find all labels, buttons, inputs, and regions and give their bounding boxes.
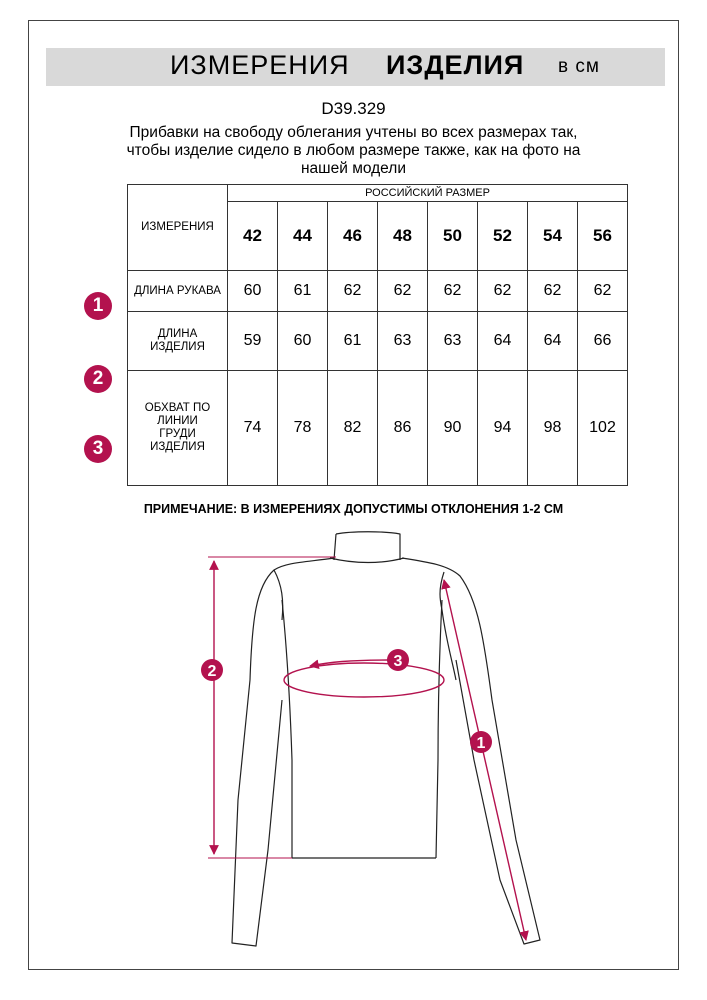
collar-outline bbox=[336, 532, 400, 560]
collar-seam bbox=[330, 558, 404, 563]
table-cell: 74 bbox=[228, 370, 278, 485]
diagram-marker-2: 2 bbox=[207, 663, 217, 680]
table-cell: 62 bbox=[428, 271, 478, 312]
title-product: ИЗДЕЛИЯ bbox=[386, 50, 525, 80]
product-code: D39.329 bbox=[321, 99, 386, 118]
table-cell: 60 bbox=[278, 312, 328, 371]
table-cell: 62 bbox=[478, 271, 528, 312]
table-cell: 66 bbox=[578, 312, 628, 371]
collar-left bbox=[334, 534, 336, 560]
table-cell: 78 bbox=[278, 370, 328, 485]
table-cell: 64 bbox=[478, 312, 528, 371]
table-cell: 61 bbox=[328, 312, 378, 371]
marker-3-badge: 3 bbox=[84, 435, 112, 463]
size-header: 54 bbox=[528, 202, 578, 271]
table-cell: 59 bbox=[228, 312, 278, 371]
right-sleeve-outline bbox=[402, 558, 540, 944]
size-header: 44 bbox=[278, 202, 328, 271]
table-cell: 86 bbox=[378, 370, 428, 485]
table-cell: 63 bbox=[378, 312, 428, 371]
row-label-sleeve-length: ДЛИНА РУКАВА bbox=[128, 271, 228, 312]
table-cell: 94 bbox=[478, 370, 528, 485]
table-cell: 63 bbox=[428, 312, 478, 371]
row-label-text: ДЛИНА ИЗДЕЛИЯ bbox=[150, 328, 205, 354]
table-cell: 61 bbox=[278, 271, 328, 312]
tolerance-footnote: ПРИМЕЧАНИЕ: В ИЗМЕРЕНИЯХ ДОПУСТИМЫ ОТКЛОНЕНИЯ 1-2 СМ bbox=[143, 502, 564, 516]
body-right-side bbox=[436, 600, 442, 858]
fit-note: Прибавки на свободу облегания учтены во всех размерах так, чтобы изделие сидело в любом размере также, как на фото на нашей модели bbox=[126, 124, 581, 177]
title-measurements: ИЗМЕРЕНИЯ bbox=[170, 50, 350, 80]
chest-ellipse bbox=[284, 663, 444, 697]
table-cell: 82 bbox=[328, 370, 378, 485]
table-cell: 98 bbox=[528, 370, 578, 485]
size-header: 56 bbox=[578, 202, 628, 271]
diagram-marker-1: 1 bbox=[476, 735, 486, 752]
sleeve-arrow bbox=[444, 580, 526, 940]
table-cell: 60 bbox=[228, 271, 278, 312]
marker-2-badge: 2 bbox=[84, 365, 112, 393]
diagram-marker-3: 3 bbox=[393, 653, 403, 670]
marker-1-badge: 1 bbox=[84, 292, 112, 320]
table-cell: 62 bbox=[578, 271, 628, 312]
body-left-side bbox=[282, 600, 292, 858]
table-cell: 102 bbox=[578, 370, 628, 485]
table-cell: 62 bbox=[328, 271, 378, 312]
size-header: 50 bbox=[428, 202, 478, 271]
size-header: 52 bbox=[478, 202, 528, 271]
size-group-header: РОССИЙСКИЙ РАЗМЕР bbox=[228, 185, 628, 202]
size-header: 42 bbox=[228, 202, 278, 271]
measure-header: ИЗМЕРЕНИЯ bbox=[128, 185, 228, 271]
table-cell: 62 bbox=[378, 271, 428, 312]
title-unit: в см bbox=[558, 56, 600, 77]
table-cell: 62 bbox=[528, 271, 578, 312]
left-armhole bbox=[274, 570, 283, 620]
table-cell: 64 bbox=[528, 312, 578, 371]
size-header: 48 bbox=[378, 202, 428, 271]
row-label-text: ОБХВАТ ПО ЛИНИИ ГРУДИ ИЗДЕЛИЯ bbox=[144, 401, 211, 453]
table-cell: 90 bbox=[428, 370, 478, 485]
size-header: 46 bbox=[328, 202, 378, 271]
